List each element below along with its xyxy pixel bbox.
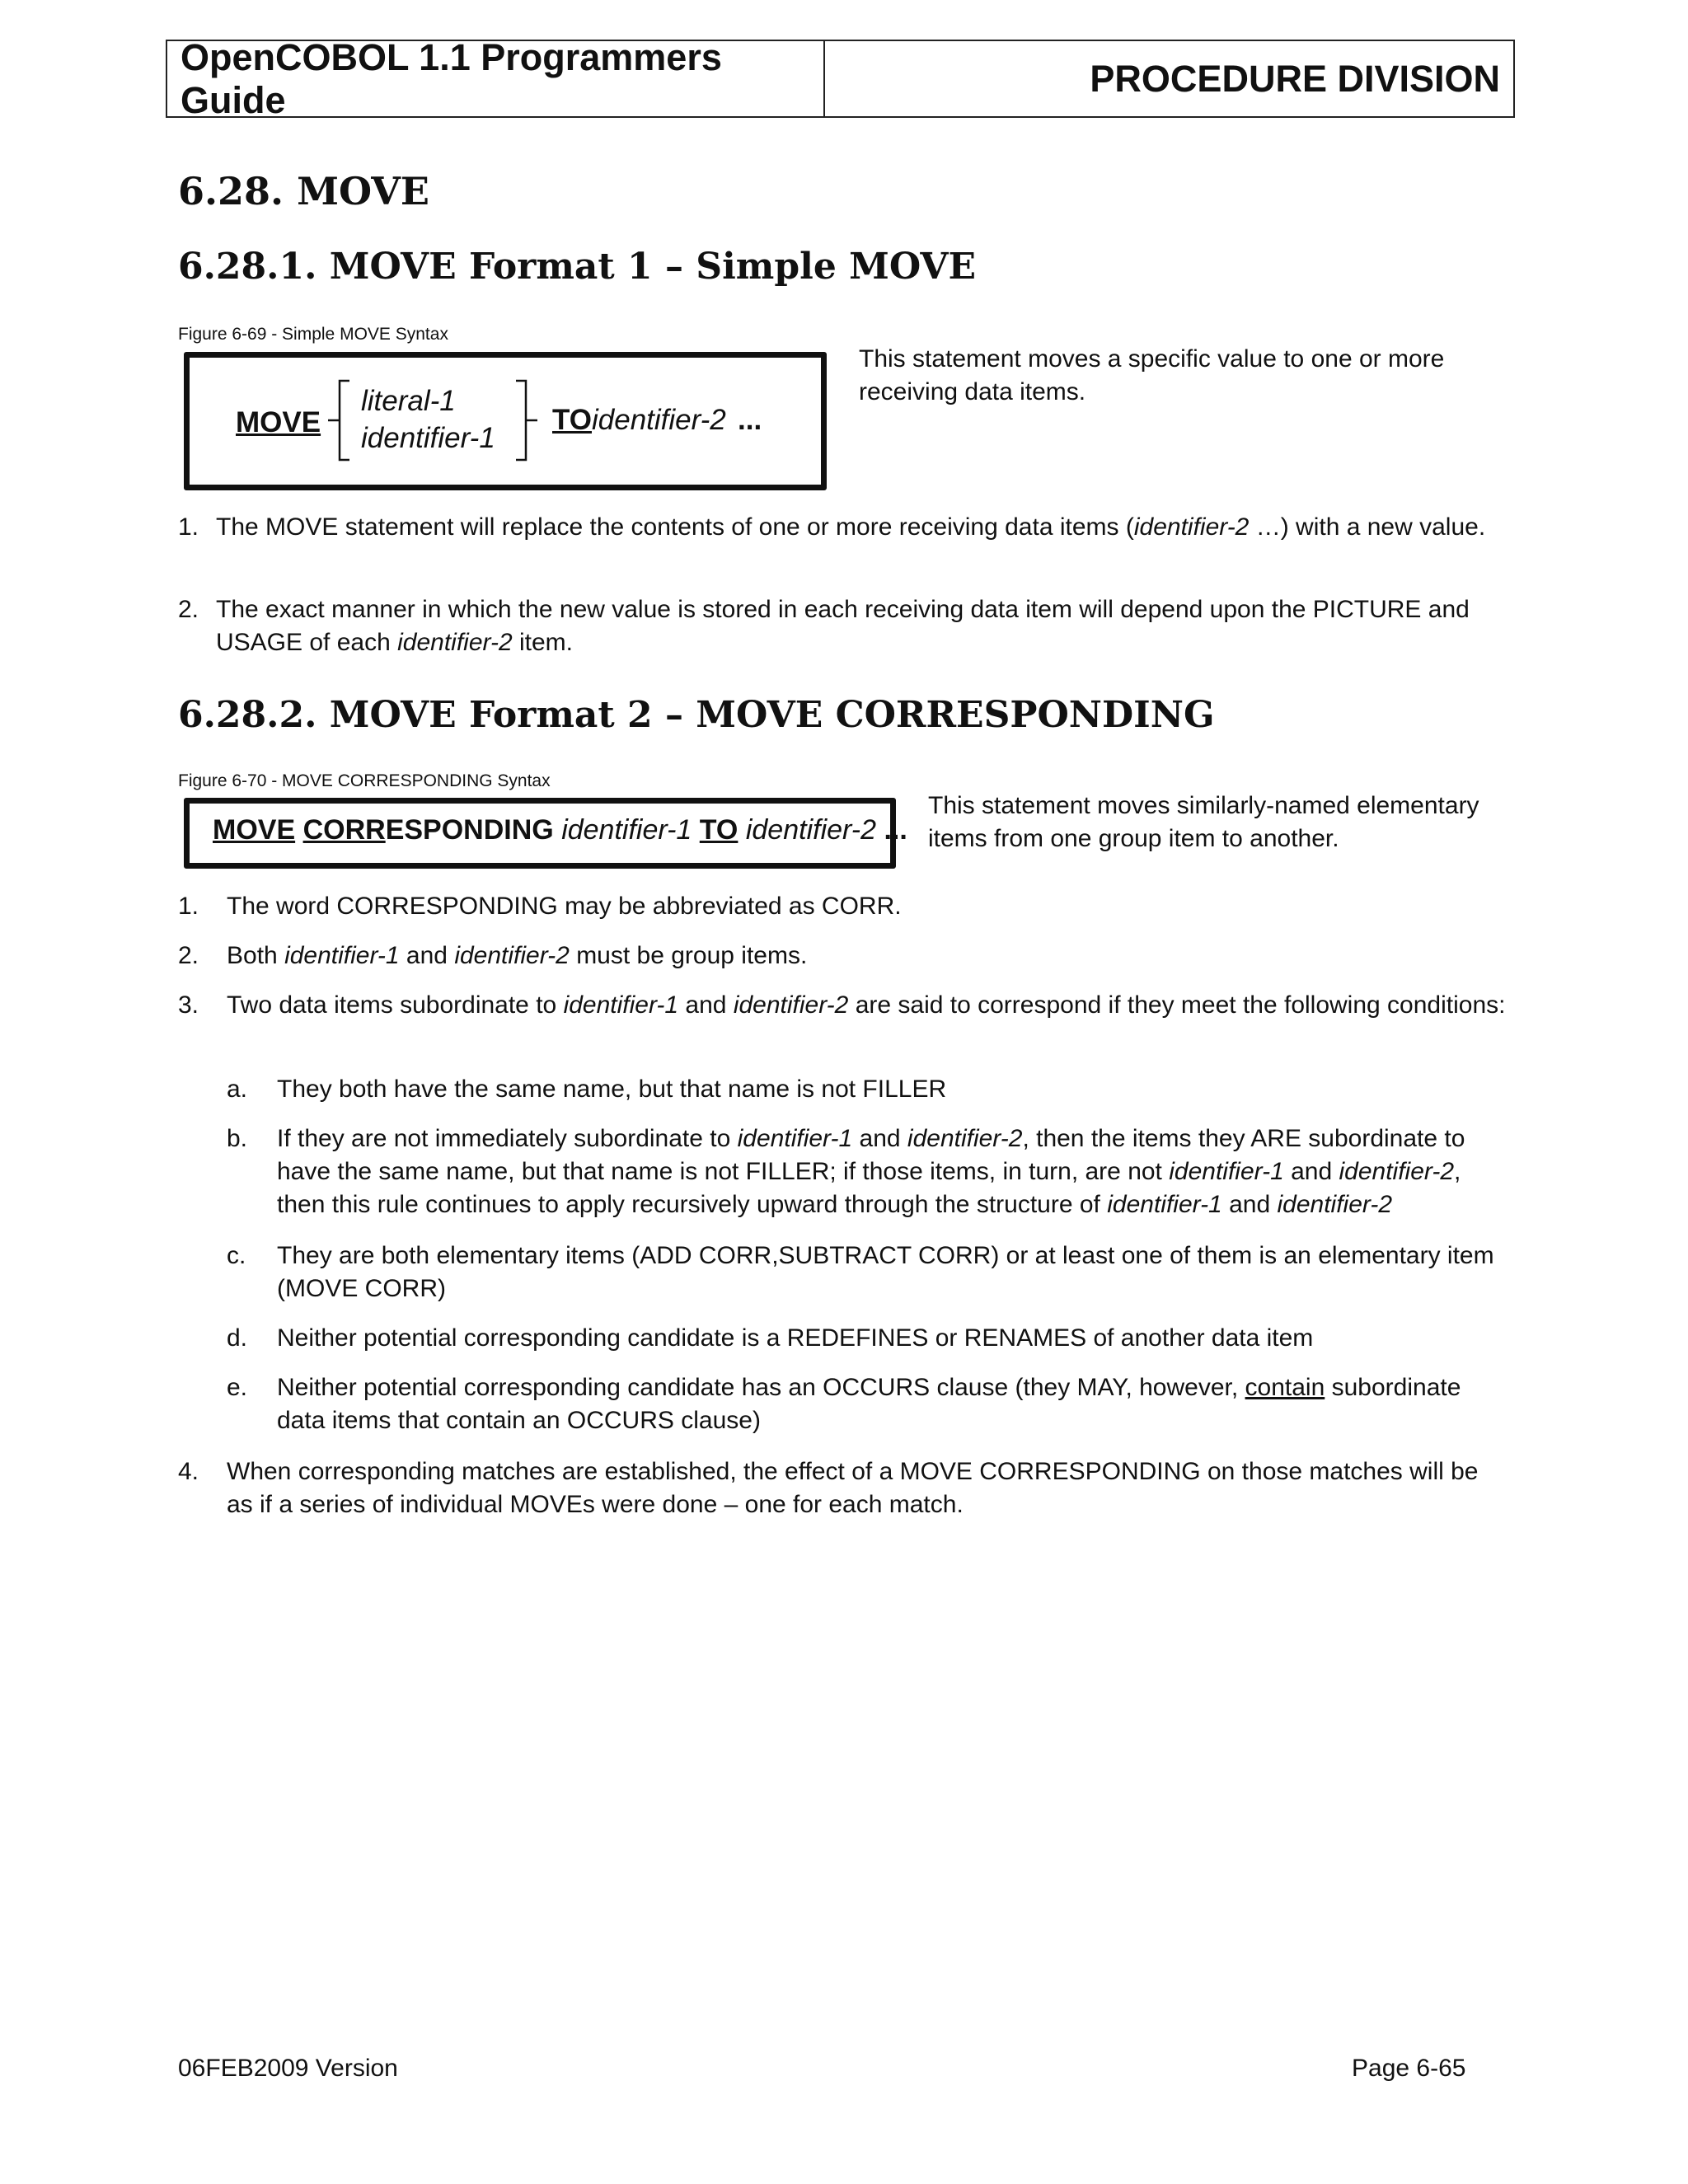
syntax-identifier-2: identifier-2 [592, 404, 726, 436]
f1-rule-2-number: 2. [178, 596, 199, 623]
f1-rule-1-number: 1. [178, 513, 199, 541]
condition-c-label: c. [227, 1242, 246, 1269]
condition-c-text: They are both elementary items (ADD CORR,SUBTRACT CORR) or at least one of them is an elementary item (MOVE CORR) [277, 1242, 1494, 1302]
f2-rule-4-number: 4. [178, 1458, 199, 1485]
f2-rule-3-text: Two data items subordinate to identifier-1 and identifier-2 are said to correspond if they meet the following conditions: [227, 991, 1506, 1019]
condition-a-text: They both have the same name, but that name is not FILLER [277, 1076, 947, 1103]
f2-rule-3-number: 3. [178, 991, 199, 1019]
section-title-format-2: 6.28.2. MOVE Format 2 – MOVE CORRESPONDING [178, 694, 1215, 736]
condition-d-label: d. [227, 1324, 248, 1352]
condition-b-text: If they are not immediately subordinate to identifier-1 and identifier-2, then the items they ARE subordinate to have the same name, but that name is not FILLER; if those items, in turn, are not identifier-1 and identifier-2, then this rule continues to apply recursively upward through the structure of identifier-1 and identifier-2 [277, 1125, 1465, 1218]
left-brace-icon [323, 379, 353, 462]
condition-a-label: a. [227, 1076, 248, 1103]
right-brace-icon [513, 379, 542, 462]
figure-caption-6-69: Figure 6-69 - Simple MOVE Syntax [178, 325, 448, 344]
footer-page-number: Page 6-65 [1352, 2055, 1466, 2082]
f1-rule-2-text: The exact manner in which the new value is stored in each receiving data item will depend upon the PICTURE and USAGE of each identifier-2 item. [216, 596, 1470, 656]
syntax-literal-1: literal-1 [361, 385, 456, 417]
f2-rule-4-text: When corresponding matches are established, the effect of a MOVE CORRESPONDING on those matches will be as if a series of individual MOVEs were done – one for each match. [227, 1458, 1479, 1518]
f2-rule-1-text: The word CORRESPONDING may be abbreviated as CORR. [227, 893, 902, 920]
f1-rule-1-text: The MOVE statement will replace the contents of one or more receiving data items (identifier-2 …) with a new value. [216, 513, 1486, 541]
f2-rule-2-number: 2. [178, 942, 199, 969]
syntax-to-keyword: TO [552, 404, 592, 436]
move-corresponding-syntax: MOVE CORRESPONDING identifier-1 TO identifier-2 ... [213, 814, 907, 846]
f2-rule-1-number: 1. [178, 893, 199, 920]
condition-e-text: Neither potential corresponding candidate has an OCCURS clause (they MAY, however, contain subordinate data items that contain an OCCURS clause) [277, 1374, 1461, 1434]
section-title-move: 6.28. MOVE [178, 169, 429, 213]
section-title-format-1: 6.28.1. MOVE Format 1 – Simple MOVE [178, 246, 977, 288]
page-header [166, 35, 1515, 121]
condition-e-label: e. [227, 1374, 248, 1401]
format-2-description: This statement moves similarly-named elementary items from one group item to another. [928, 792, 1479, 852]
header-division: PROCEDURE DIVISION [1090, 57, 1500, 100]
footer-version: 06FEB2009 Version [178, 2055, 398, 2082]
syntax-move-keyword: MOVE [236, 406, 321, 438]
condition-d-text: Neither potential corresponding candidate is a REDEFINES or RENAMES of another data item [277, 1324, 1314, 1352]
condition-b-label: b. [227, 1125, 248, 1152]
f2-rule-2-text: Both identifier-1 and identifier-2 must be group items. [227, 942, 808, 969]
syntax-ellipsis: ... [738, 404, 762, 436]
figure-caption-6-70: Figure 6-70 - MOVE CORRESPONDING Syntax [178, 771, 551, 790]
format-1-description: This statement moves a specific value to one or more receiving data items. [859, 345, 1445, 405]
header-guide-title: OpenCOBOL 1.1 Programmers Guide [167, 41, 825, 116]
syntax-identifier-1: identifier-1 [361, 422, 495, 454]
